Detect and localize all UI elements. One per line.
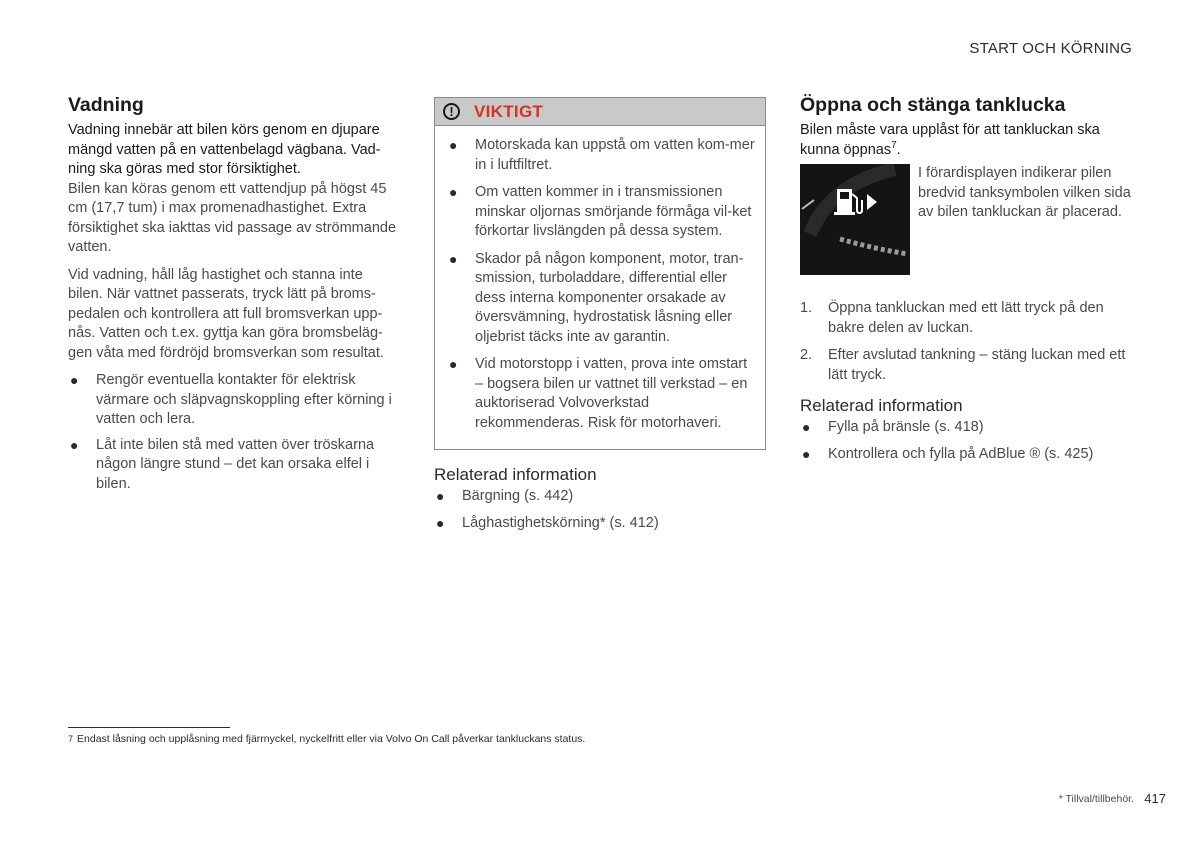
bullet-icon: ● — [70, 436, 79, 453]
lead-paragraph: Bilen måste vara upplåst för att tankluckan ska kunna öppnas$^7$. — [800, 122, 1100, 158]
warning-header — [435, 98, 765, 126]
bullet-icon: ● — [802, 445, 811, 462]
bullet-icon: ● — [449, 250, 458, 267]
step-item: 1. Öppna tankluckan med ett lätt tryck på den bakre delen av luckan. — [800, 300, 1104, 336]
paragraph-depth: Bilen kan köras genom ett vattendjup på högst 45 cm (17,7 tum) i max promenadhastighet. Extra försiktighet ska iakttas vid passage av strömmande vatten. — [68, 180, 397, 255]
list-item: ● Om vatten kommer in i transmissionen minskar oljornas smörjande förmåga vil-ket förkortar livslängden på dessa system. — [449, 184, 752, 239]
list-item: ● Låt inte bilen stå med vatten över tröskarna någon längre stund – det kan orsaka elfel i bilen. — [70, 436, 375, 492]
bullet-icon: ● — [436, 488, 445, 504]
bullet-icon: ● — [449, 137, 458, 153]
related-link[interactable]: ● Kontrollera och fylla på AdBlue ® (s. 425) — [800, 445, 1132, 465]
display-description: I förardisplayen indikerar pilen bredvid tanksymbolen vilken sida av bilen tankluckan är placerad. — [918, 165, 1131, 220]
list-item: ● Skador på någon komponent, motor, tran-smission, turboladdare, differential eller dess interna komponenter orsakade av översvämning, hydrostatisk låsning eller oljebrist täcks inte av garantin. — [449, 250, 744, 345]
column-vadning — [68, 93, 401, 500]
bullet-icon: ● — [449, 184, 458, 200]
page-number: 417 — [1144, 791, 1166, 806]
step-item: 2. Efter avslutad tankning – stäng luckan med ett lätt tryck. — [800, 347, 1126, 383]
section-title-vadning: Vadning — [68, 94, 144, 116]
related-link[interactable]: ● Fylla på bränsle (s. 418) — [800, 418, 1132, 438]
steps-list — [800, 299, 1132, 385]
paragraph-brakes: Vid vadning, håll låg hastighet och stanna inte bilen. När vattnet passerats, tryck lätt på broms-pedalen och kontrollera att full bromsverkan upp-nås. Vatten och t.ex. gyttja kan göra bromsbeläg-gen våta med fördröjd bromsverkan som resultat. — [68, 266, 384, 361]
bullet-icon: ● — [802, 419, 811, 435]
optional-note: * Tillval/tillbehör. — [1058, 793, 1134, 805]
warning-title: VIKTIGT — [474, 101, 544, 121]
footnote-ref[interactable]: 7 — [891, 139, 897, 151]
related-link[interactable]: ● Bärgning (s. 442) — [434, 487, 766, 507]
footnote-divider — [68, 727, 230, 728]
warning-box — [434, 97, 766, 450]
bullet-icon: ● — [70, 372, 79, 388]
column-tanklucka — [800, 93, 1132, 471]
related-information — [434, 464, 766, 533]
column-warning — [434, 93, 766, 540]
list-item: ● Rengör eventuella kontakter för elektrisk värmare och släpvagnskoppling efter körning i vatten och lera. — [70, 372, 392, 427]
list-item: ● Motorskada kan uppstå om vatten kom-mer in i luftfiltret. — [449, 137, 755, 173]
related-heading: Relaterad information — [800, 396, 963, 415]
section-header: START OCH KÖRNING — [969, 40, 1132, 57]
driver-display-image — [800, 164, 910, 275]
footnote: 7 Endast låsning och upplåsning med fjärrnyckel, nyckelfritt eller via Volvo On Call påverkar tankluckans status. — [68, 733, 586, 745]
list-item: ● Vid motorstopp i vatten, prova inte omstart – bogsera bilen ur vattnet till verkstad – en auktoriserad Volvoverkstad rekommenderas. Risk för motorhaveri. — [449, 356, 748, 431]
related-link[interactable]: ● Låghastighetskörning* (s. 412) — [434, 514, 766, 534]
related-heading: Relaterad information — [434, 465, 597, 484]
related-information — [800, 395, 1132, 464]
bullet-list — [68, 371, 401, 494]
display-illustration-row — [800, 164, 1132, 275]
bullet-icon: ● — [436, 514, 445, 531]
lead-paragraph: Vadning innebär att bilen körs genom en djupare mängd vatten på en vattenbelagd vägbana. Vad-ning ska göras med stor försiktighet. — [68, 122, 381, 177]
section-title-tanklucka: Öppna och stänga tanklucka — [800, 94, 1066, 116]
warning-body — [435, 126, 765, 449]
fuel-pump-arrow-icon — [800, 164, 910, 275]
bullet-icon: ● — [449, 356, 458, 372]
exclamation-circle-icon: ! — [443, 103, 460, 120]
